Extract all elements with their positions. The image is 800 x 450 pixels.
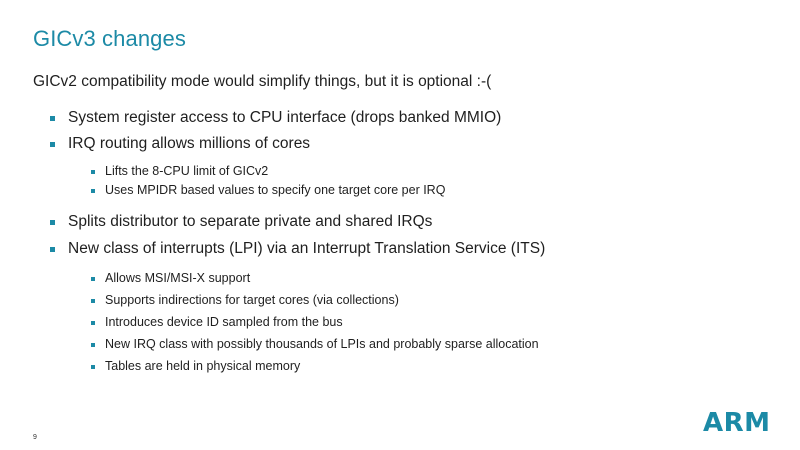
bullet-square-icon bbox=[91, 277, 95, 281]
sub-bullet-text: Lifts the 8-CPU limit of GICv2 bbox=[105, 164, 269, 178]
bullet-text: New class of interrupts (LPI) via an Interrupt Translation Service (ITS) bbox=[68, 240, 546, 257]
sub-bullet-text: Supports indirections for target cores (via collections) bbox=[105, 293, 399, 307]
sub-bullet-text: Allows MSI/MSI-X support bbox=[105, 271, 251, 285]
sub-bullet-text: Introduces device ID sampled from the bus bbox=[105, 315, 343, 329]
sub-bullet-text: Uses MPIDR based values to specify one target core per IRQ bbox=[105, 183, 446, 197]
bullet-text: IRQ routing allows millions of cores bbox=[68, 135, 311, 152]
bullet-text: System register access to CPU interface (drops banked MMIO) bbox=[68, 109, 502, 126]
bullet-square-icon bbox=[91, 365, 95, 369]
bullet-square-icon bbox=[50, 116, 55, 121]
sub-bullet-text: Tables are held in physical memory bbox=[105, 359, 301, 373]
sub-bullet-text: New IRQ class with possibly thousands of LPIs and probably sparse allocation bbox=[105, 337, 539, 351]
page-number: 9 bbox=[33, 434, 37, 441]
bullet-square-icon bbox=[91, 299, 95, 303]
bullet-square-icon bbox=[91, 343, 95, 347]
bullet-square-icon bbox=[91, 321, 95, 325]
bullet-square-icon bbox=[50, 142, 55, 147]
arm-logo: ARM bbox=[703, 408, 771, 438]
bullet-square-icon bbox=[91, 189, 95, 193]
bullet-text: Splits distributor to separate private and shared IRQs bbox=[68, 213, 433, 230]
bullet-square-icon bbox=[50, 220, 55, 225]
intro-line: GICv2 compatibility mode would simplify things, but it is optional :-( bbox=[33, 73, 492, 90]
bullet-square-icon bbox=[91, 170, 95, 174]
bullet-square-icon bbox=[50, 247, 55, 252]
slide-title: GICv3 changes bbox=[33, 26, 186, 51]
